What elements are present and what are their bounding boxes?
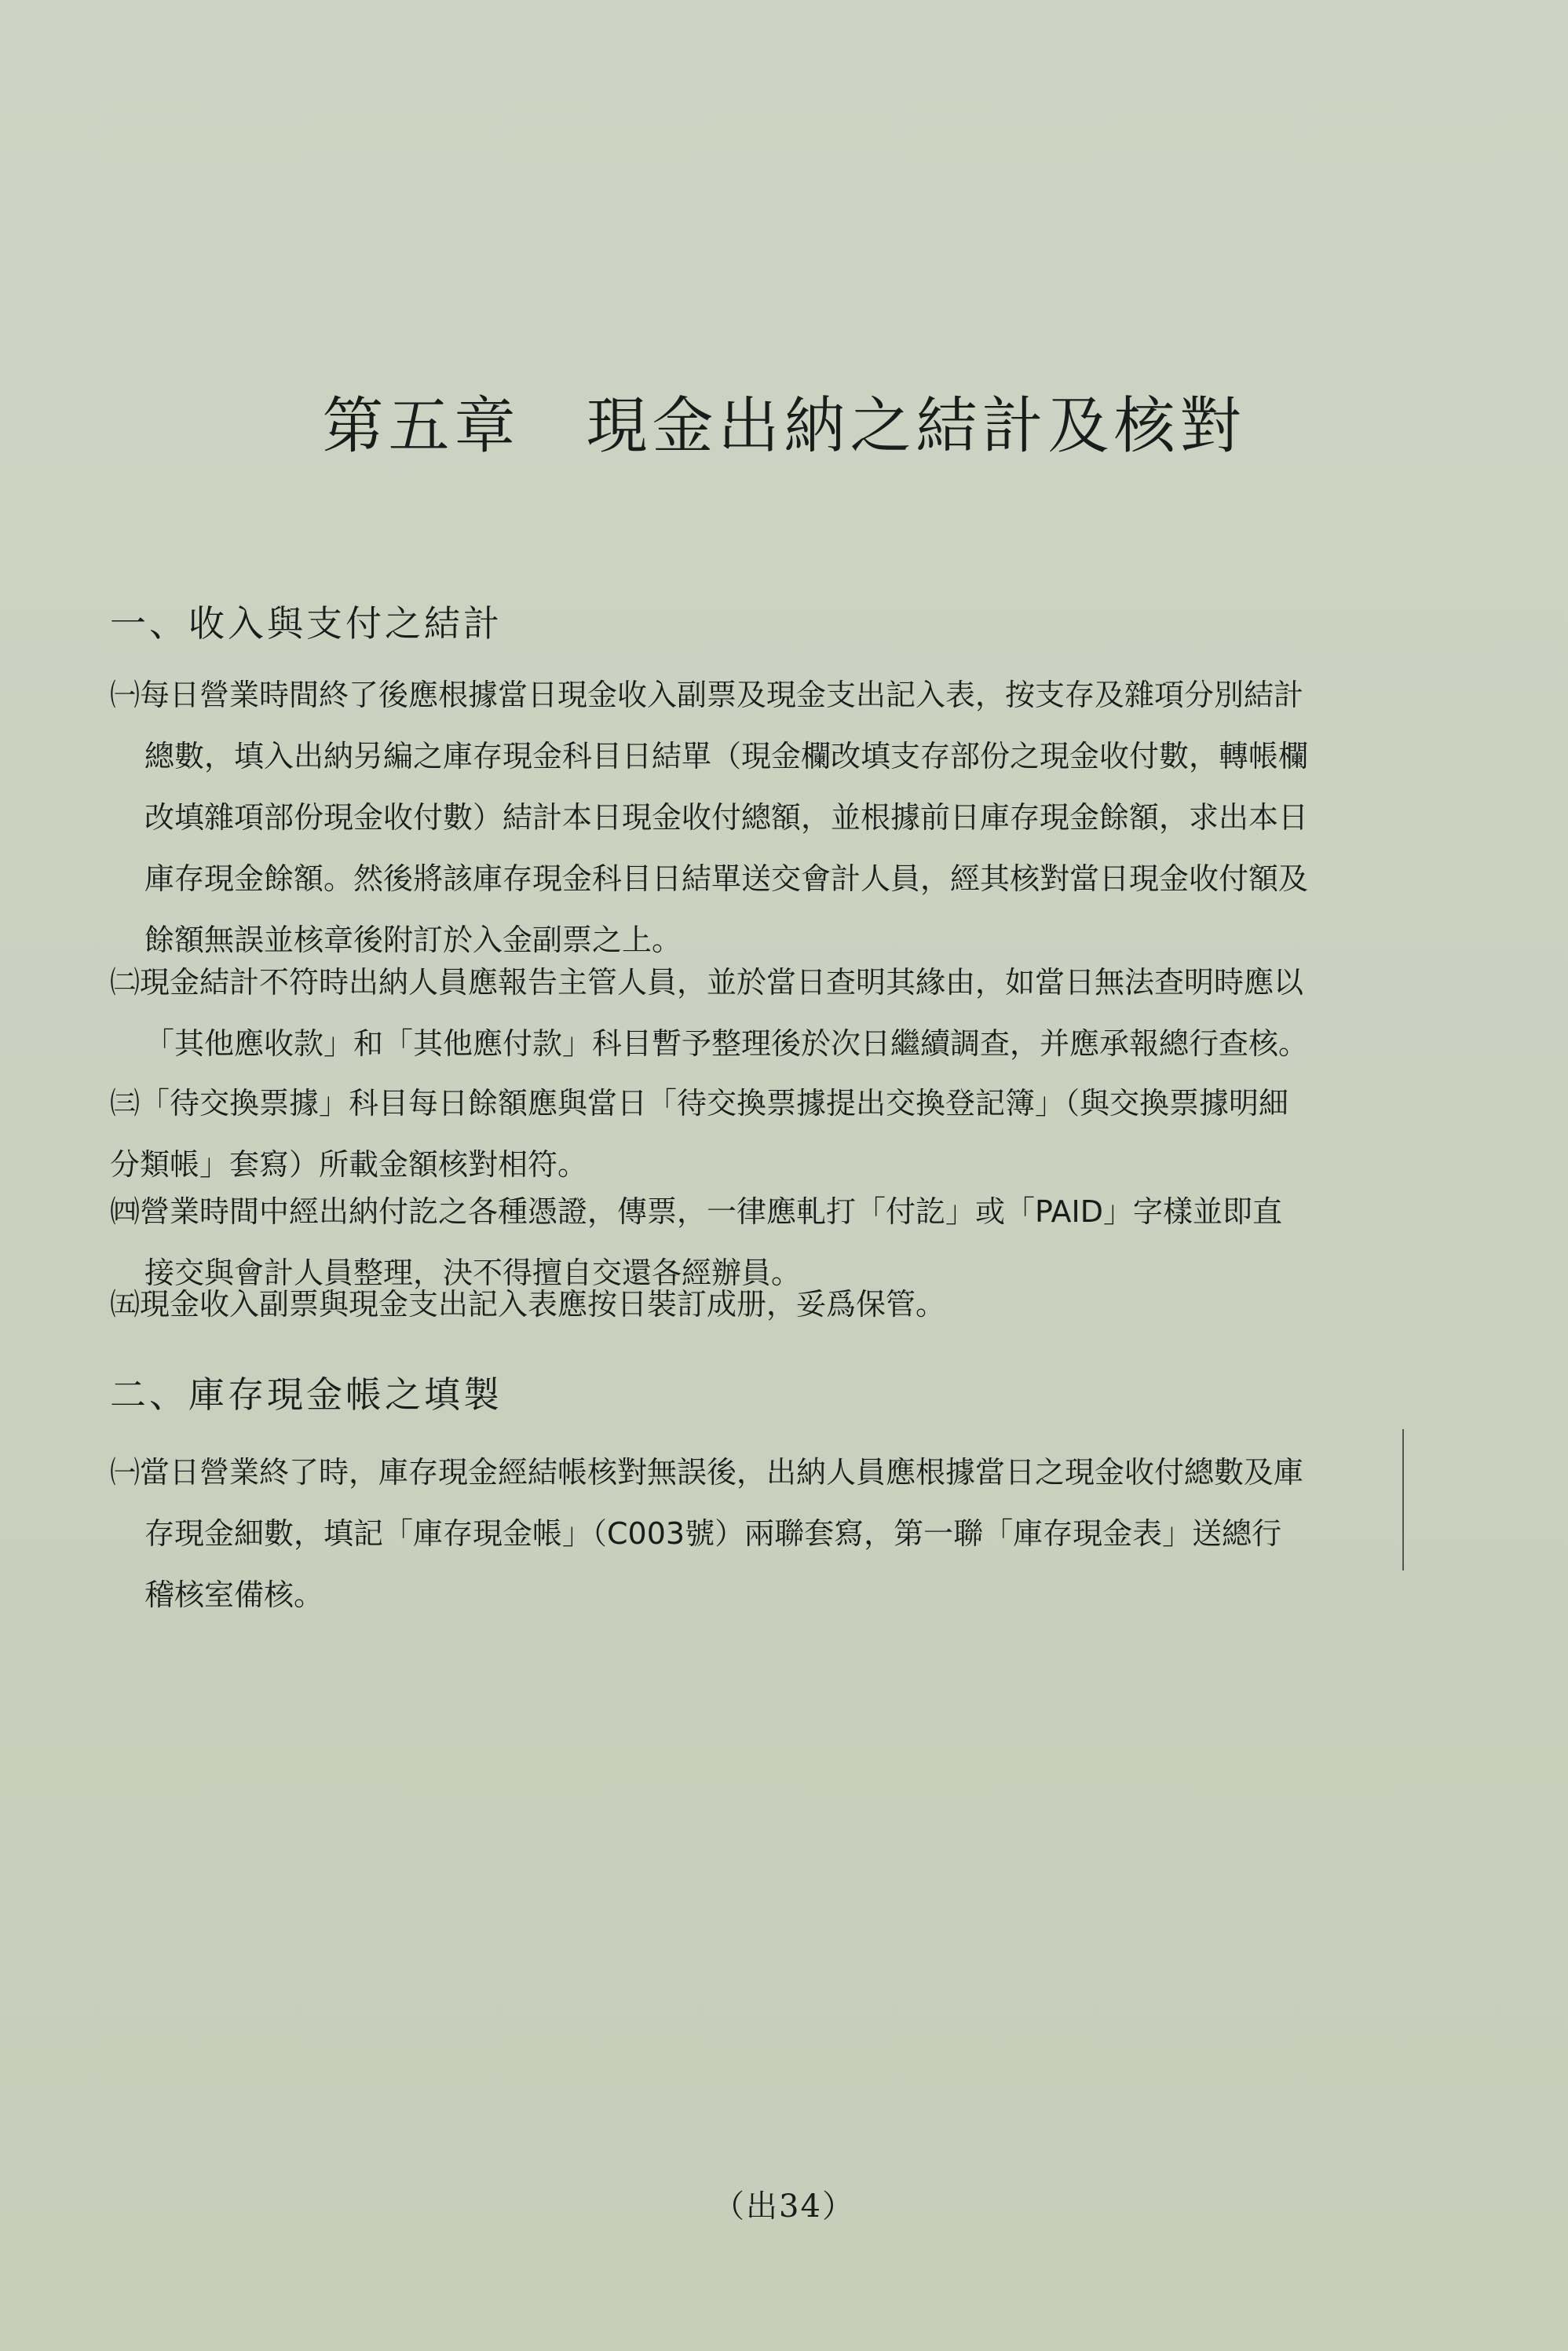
paragraph-line: 分類帳」套寫）所載金額核對相符。 — [110, 1147, 588, 1182]
paragraph-line: ㈡現金結計不符時出納人員應報告主管人員，並於當日查明其緣由，如當日無法查明時應以 — [110, 965, 1304, 1000]
chapter-title: 第五章 現金出納之結計及核對 — [322, 391, 1246, 462]
paragraph-line: 改填雜項部份現金收付數）結計本日現金收付總額，並根據前日庫存現金餘額，求出本日 — [144, 800, 1309, 835]
paragraph-line: ㈢「待交換票據」科目每日餘額應與當日「待交換票據提出交換登記簿」（與交換票據明細 — [110, 1086, 1289, 1121]
paragraph-item-1 — [110, 664, 1405, 971]
paragraph-line: 餘額無誤並核章後附訂於入金副票之上。 — [144, 923, 682, 957]
paragraph-item-5 — [110, 1274, 1405, 1335]
paragraph-item-2 — [110, 952, 1405, 1074]
paragraph-line: 總數，填入出納另編之庫存現金科目日結單（現金欄改填支存部份之現金收付數，轉帳欄 — [144, 739, 1309, 773]
margin-rule-mark — [1402, 1429, 1404, 1570]
paragraph-line: ㈣營業時間中經出納付訖之各種憑證，傳票，一律應軋打「付訖」或「PAID」字樣並即直 — [110, 1194, 1282, 1229]
paragraph-line: 稽核室備核。 — [144, 1578, 324, 1612]
paragraph-item-6 — [110, 1442, 1405, 1625]
paragraph-line: ㈠每日營業時間終了後應根據當日現金收入副票及現金支出記入表，按支存及雜項分別結計 — [110, 678, 1304, 712]
paragraph-line: ㈤現金收入副票與現金支出記入表應按日裝訂成册，妥爲保管。 — [110, 1287, 946, 1322]
section-heading-1: 一、收入與支付之結計 — [110, 602, 503, 645]
paragraph-line: 存現金細數，填記「庫存現金帳」（C003號）兩聯套寫，第一聯「庫存現金表」送總行 — [144, 1516, 1282, 1551]
paragraph-line: 庫存現金餘額。然後將該庫存現金科目日結單送交會計人員，經其核對當日現金收付額及 — [144, 861, 1309, 896]
paragraph-line: ㈠當日營業終了時，庫存現金經結帳核對無誤後，出納人員應根據當日之現金收付總數及庫 — [110, 1455, 1304, 1490]
section-heading-2: 二、庫存現金帳之填製 — [110, 1373, 503, 1416]
paragraph-line: 接交與會計人員整理，決不得擅自交還各經辦員。 — [144, 1256, 802, 1290]
paragraph-line: 「其他應收款」和「其他應付款」科目暫予整理後於次日繼續調查，并應承報總行查核。 — [144, 1026, 1309, 1061]
paragraph-item-3 — [110, 1073, 1405, 1195]
page-number: （出34） — [713, 2188, 855, 2225]
